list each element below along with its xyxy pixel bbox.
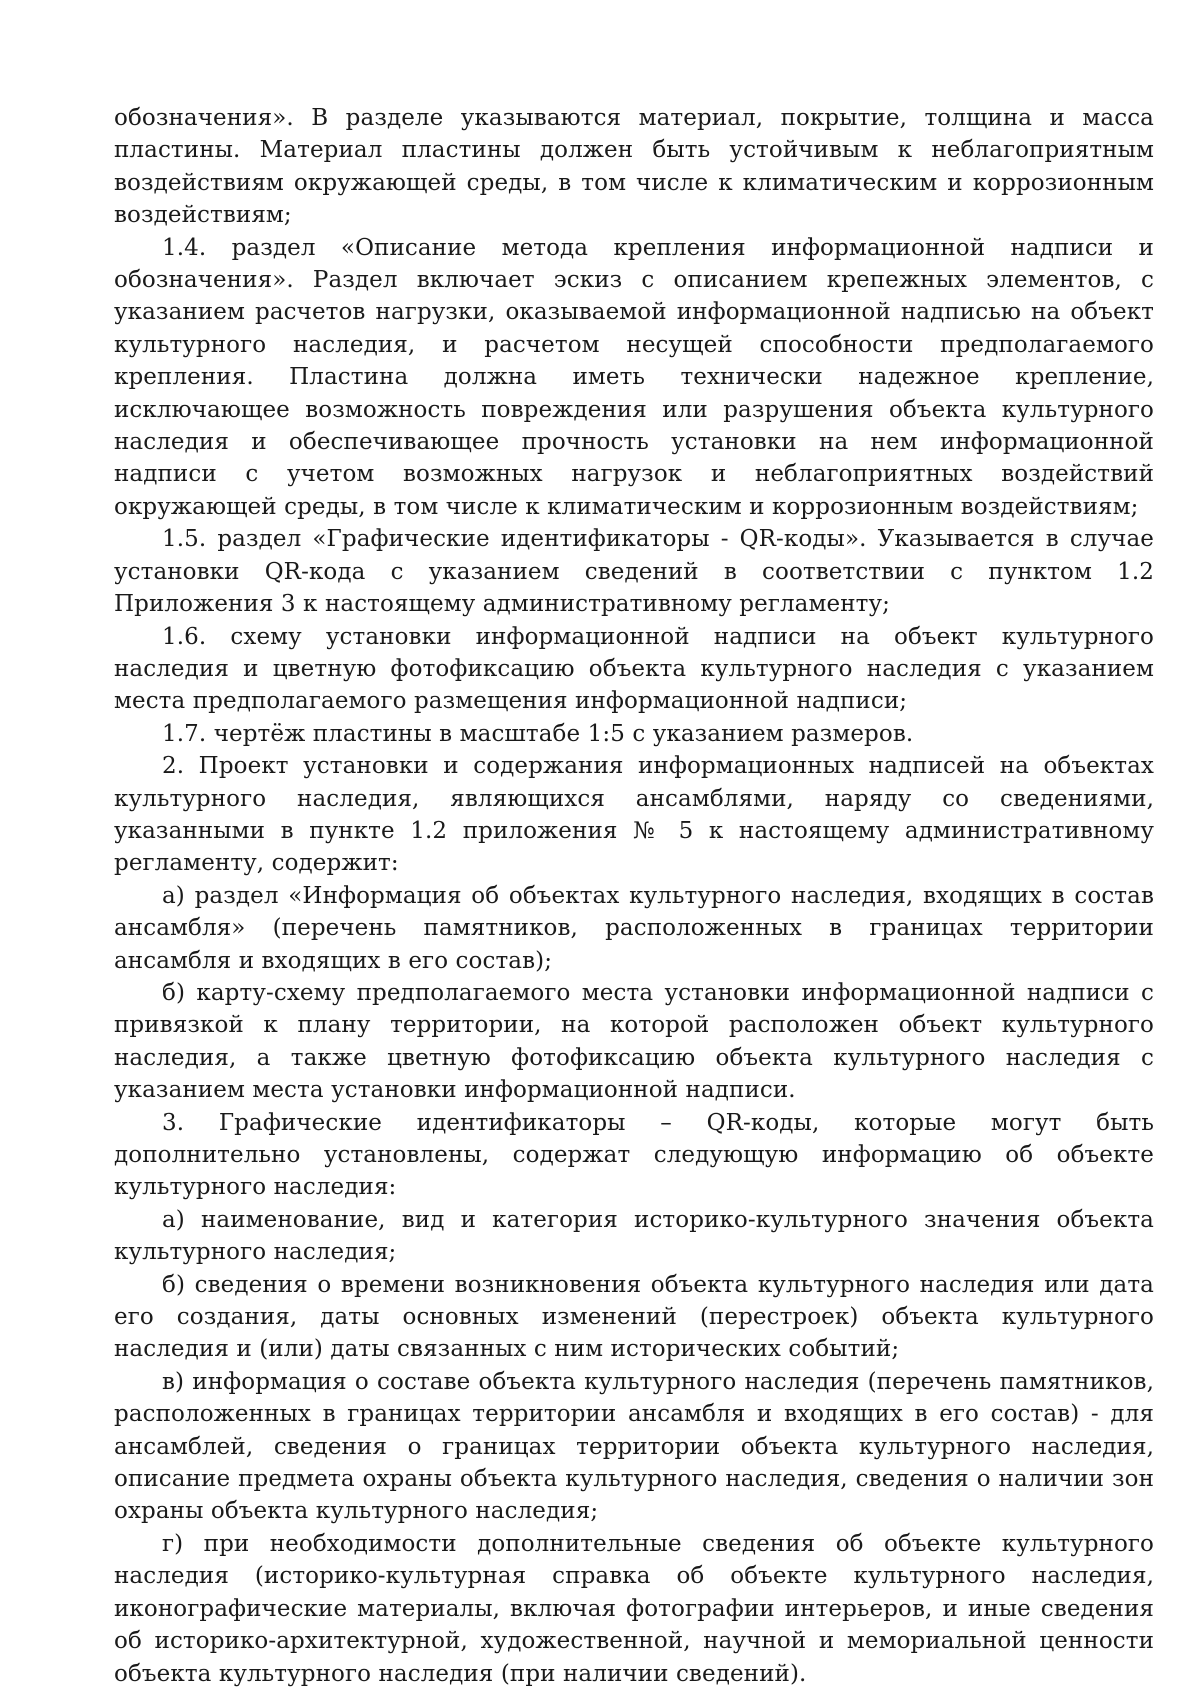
paragraph-3: 3. Графические идентификаторы – QR-коды, которые могут быть дополнительно установлены, содержат следующую информацию об объекте культурного наследия: [114,1109,1154,1201]
paragraph-continuation: обозначения». В разделе указываются материал, покрытие, толщина и масса пластины. Материал пластины должен быть устойчивым к неблагоприятным воздействиям окружающей среды, в том числе к климатическим и коррозионным воздействиям; [114,105,1154,229]
paragraph-1-4: 1.4. раздел «Описание метода крепления информационной надписи и обозначения». Раздел включает эскиз с описанием крепежных элементов, с указанием расчетов нагрузки, оказываемой информационной надписью на объект культурного наследия, и расчетом несущей способности предполагаемого крепления. Пластина должна иметь технически надежное крепление, исключающее возможность повреждения или разрушения объекта культурного наследия и обеспечивающее прочность установки на нем информационной надписи с учетом возможных нагрузок и неблагоприятных воздействий окружающей среды, в том числе к климатическим и коррозионным воздействиям; [114,234,1154,520]
paragraph-2-b: б) карту-схему предполагаемого места установки информационной надписи с привязкой к плану территории, на которой расположен объект культурного наследия, а также цветную фотофиксацию объекта культурного наследия с указанием места установки информационной надписи. [114,979,1154,1104]
paragraph-1-5: 1.5. раздел «Графические идентификаторы - QR-коды». Указывается в случае установки QR-кода с указанием сведений в соответствии с пунктом 1.2 Приложения 3 к настоящему административному регламенту; [114,526,1154,618]
paragraph-3-a: а) наименование, вид и категория историко-культурного значения объекта культурного наследия; [114,1206,1154,1266]
paragraph-1-6: 1.6. схему установки информационной надписи на объект культурного наследия и цветную фотофиксацию объекта культурного наследия с указанием места предполагаемого размещения информационной надписи; [114,623,1154,715]
paragraph-3-v: в) информация о составе объекта культурного наследия (перечень памятников, расположенных в границах территории ансамбля и входящих в его состав) - для ансамблей, сведения о границах территории объекта культурного наследия, описание предмета охраны объекта культурного наследия, сведения о наличии зон охраны объекта культурного наследия; [114,1368,1154,1525]
paragraph-2: 2. Проект установки и содержания информационных надписей на объектах культурного наследия, являющихся ансамблями, наряду со сведениями, указанными в пункте 1.2 приложения № 5 к настоящему административному регламенту, содержит: [114,753,1154,877]
document-body [114,102,1154,1690]
paragraph-1-7: 1.7. чертёж пластины в масштабе 1:5 с указанием размеров. [162,720,914,747]
paragraph-3-b: б) сведения о времени возникновения объекта культурного наследия или дата его создания, даты основных изменений (перестроек) объекта культурного наследия и (или) даты связанных с ним исторических событий; [114,1271,1154,1363]
paragraph-3-g: г) при необходимости дополнительные сведения об объекте культурного наследия (историко-культурная справка об объекте культурного наследия, иконографические материалы, включая фотографии интерьеров, и иные сведения об историко-архитектурной, художественной, научной и мемориальной ценности объекта культурного наследия (при наличии сведений). [114,1530,1154,1687]
paragraph-2-a: а) раздел «Информация об объектах культурного наследия, входящих в состав ансамбля» (перечень памятников, расположенных в границах территории ансамбля и входящих в его состав); [114,882,1154,974]
